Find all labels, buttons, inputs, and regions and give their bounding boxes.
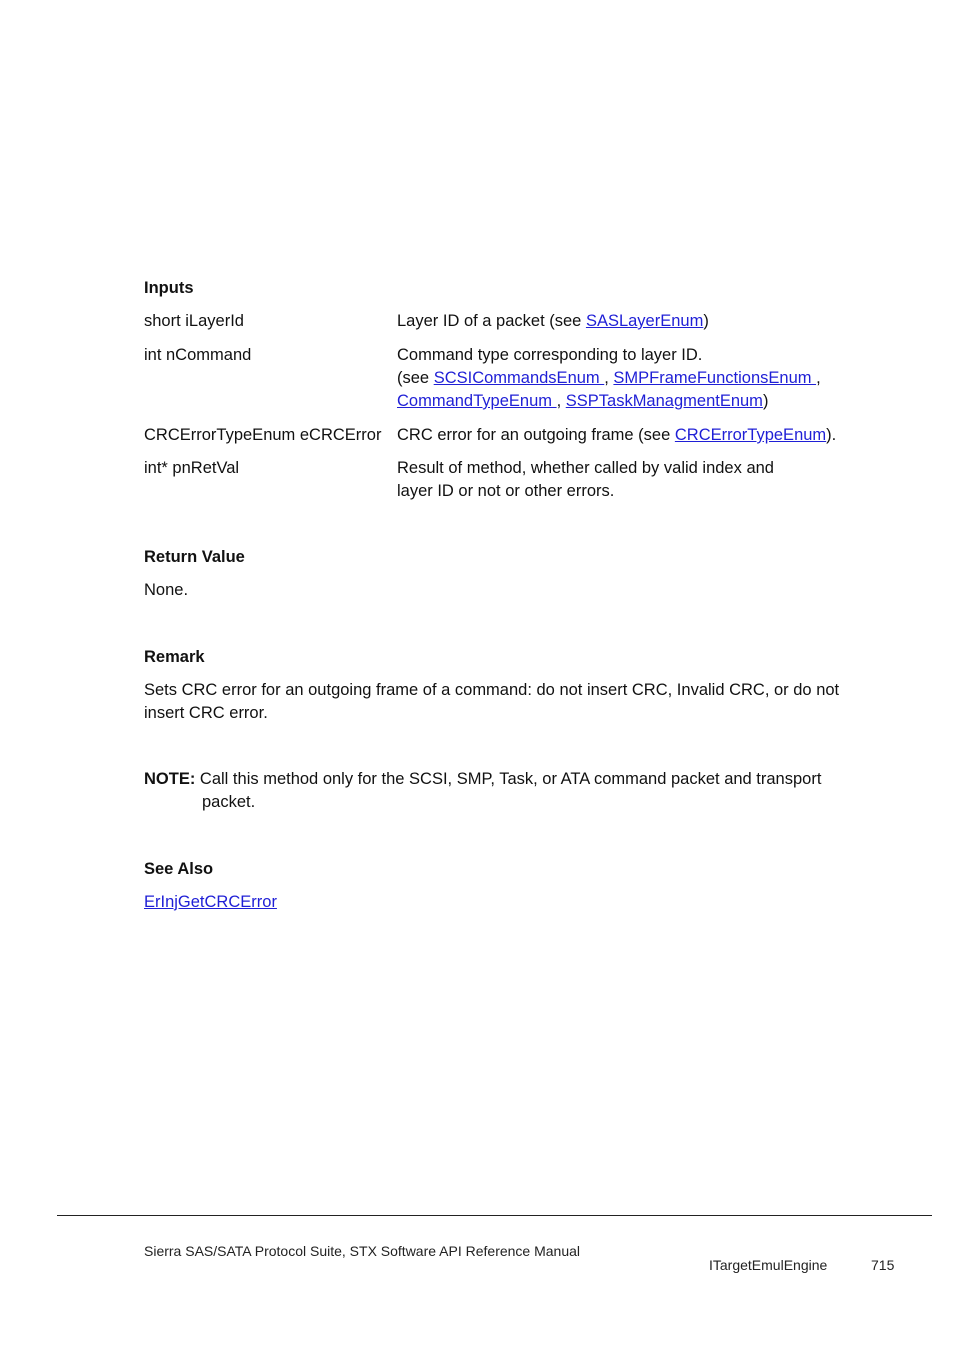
separator: , [604, 369, 614, 387]
note-label: NOTE: [144, 770, 196, 788]
commandtypeenum-link[interactable]: CommandTypeEnum [397, 392, 557, 410]
param-name-ilayerid: short iLayerId [144, 312, 244, 330]
smpframefunctionsenum-link[interactable]: SMPFrameFunctionsEnum [613, 369, 817, 387]
remark-line: Sets CRC error for an outgoing frame of a command: do not insert CRC, Invalid CRC, or do not [144, 681, 840, 699]
footer-divider [57, 1215, 932, 1216]
desc-line: Command type corresponding to layer ID. [397, 346, 703, 364]
note-text: Call this method only for the SCSI, SMP, Task, or ATA command packet and transport [195, 770, 822, 788]
saslayerenum-link[interactable]: SASLayerEnum [585, 312, 704, 330]
param-name-ncommand: int nCommand [144, 346, 252, 364]
param-name-ecrcerror: CRCErrorTypeEnum eCRCError [144, 426, 382, 444]
desc-text: Layer ID of a packet (see [397, 312, 586, 330]
erinjgetcrcerror-link[interactable]: ErInjGetCRCError [144, 893, 277, 911]
note-line [144, 768, 884, 791]
scsicommandsenum-link[interactable]: SCSICommandsEnum [433, 369, 605, 387]
remark-line: insert CRC error. [144, 704, 268, 722]
footer-manual-title: Sierra SAS/SATA Protocol Suite, STX Software API Reference Manual [144, 1243, 581, 1259]
remark-text [144, 679, 884, 725]
crcerrortypeenum-link[interactable]: CRCErrorTypeEnum [674, 426, 827, 444]
footer-page-number: 715 [871, 1257, 895, 1273]
desc-text: CRC error for an outgoing frame (see [397, 426, 675, 444]
separator: , [556, 392, 566, 410]
desc-text: ). [826, 426, 837, 444]
desc-line [397, 367, 821, 390]
param-name-pnretval: int* pnRetVal [144, 459, 240, 477]
footer-section: ITargetEmulEngine [709, 1257, 828, 1273]
inputs-heading: Inputs [144, 279, 194, 297]
return-value-text: None. [144, 581, 189, 599]
see-also-heading: See Also [144, 860, 214, 878]
note-block [144, 768, 884, 814]
note-line: packet. [202, 793, 256, 811]
return-value-heading: Return Value [144, 548, 245, 566]
desc-text: (see [397, 369, 434, 387]
param-desc-ecrcerror [397, 424, 836, 447]
desc-text: ) [762, 392, 769, 410]
ssptaskmanagmentenum-link[interactable]: SSPTaskManagmentEnum [565, 392, 763, 410]
param-desc-pnretval [397, 457, 774, 503]
desc-line: layer ID or not or other errors. [397, 482, 615, 500]
desc-line [397, 390, 821, 413]
remark-heading: Remark [144, 648, 205, 666]
param-desc-ilayerid [397, 310, 709, 333]
separator: , [816, 369, 821, 387]
desc-line: Result of method, whether called by valid index and [397, 459, 774, 477]
desc-text: ) [703, 312, 709, 330]
param-desc-ncommand [397, 344, 821, 413]
